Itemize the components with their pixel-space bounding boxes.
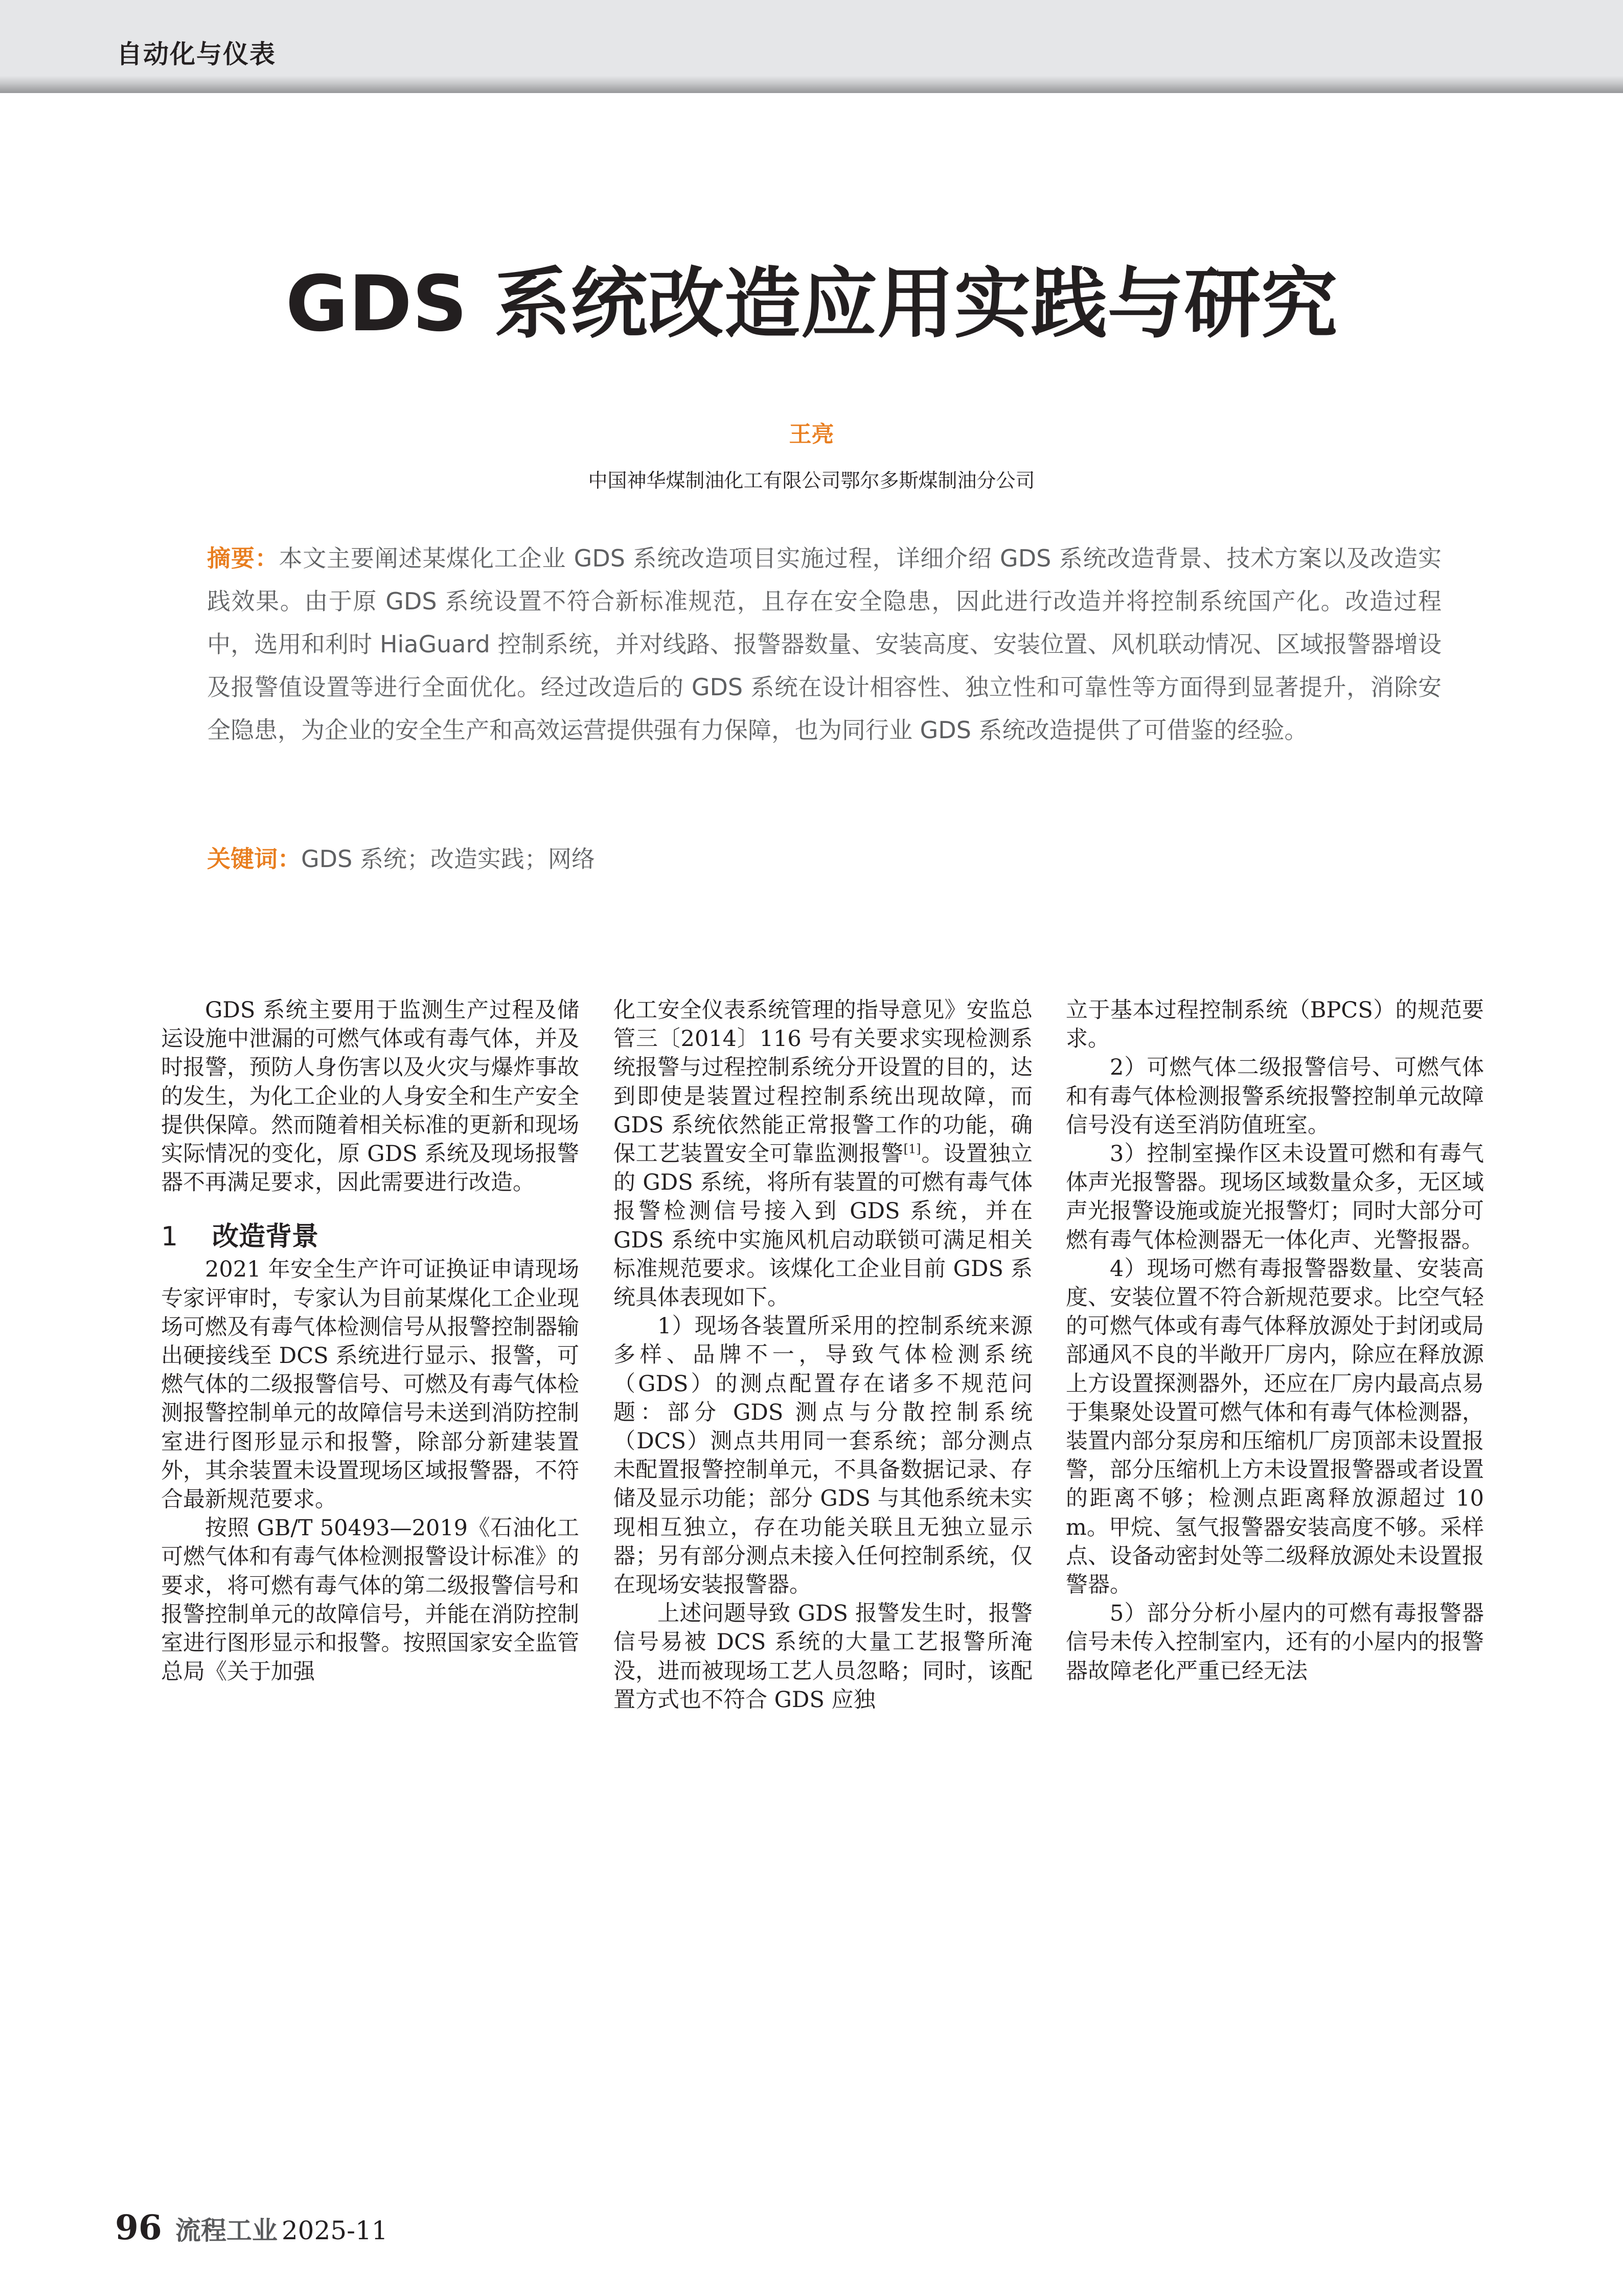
background-paragraph: 2021 年安全生产许可证换证申请现场专家评审时，专家认为目前某煤化工企业现场可燃及有毒气体检测信号从报警控制器输出硬接线至 DCS 系统进行显示、报警，可燃气体的二级报警信号、可燃及有毒气体检测报警控制单元的故障信号未送到消防控制室进行图形显示和报警，除部分新建装置外，其余装置未设置现场区域报警器，不符合最新规范要求。 [161,1257,579,1513]
problem-paragraph: 上述问题导致 GDS 报警发生时，报警信号易被 DCS 系统的大量工艺报警所淹没，进而被现场工艺人员忽略；同时，该配置方式也不符合 GDS 应独 [613,1601,1033,1713]
author-name: 王亮 [789,421,834,447]
section-label: 自动化与仪表 [117,39,276,69]
abstract-text: 本文主要阐述某煤化工企业 GDS 系统改造项目实施过程，详细介绍 GDS 系统改造背景、技术方案以及改造实践效果。由于原 GDS 系统设置不符合新标准规范，且存在安全隐患，因此进行改造并将控制系统国产化。改造过程中，选用和利时 HiaGuard 控制系统，并对线路、报警器数量、安装高度、安装位置、风机联动情况、区域报警器增设及报警值设置等进行全面优化。经过改造后的 GDS 系统在设计相容性、独立性和可靠性等方面得到显著提升，消除安全隐患，为企业的安全生产和高效运营提供强有力保障，也为同行业 GDS 系统改造提供了可借鉴的经验。 [207,544,1442,744]
keywords-label: 关键词： [207,845,301,873]
body-column-3 [1066,996,1484,1686]
list-item-1: 1）现场各装置所采用的控制系统来源多样、品牌不一，导致气体检测系统（GDS）的测点配置存在诸多不规范问题：部分 GDS 测点与分散控制系统（DCS）测点共用同一套系统；部分测点未配置报警控制单元，不具备数据记录、存储及显示功能；部分 GDS 与其他系统未实现相互独立，存在功能关联且无独立显示器；另有部分测点未接入任何控制系统，仅在现场安装报警器。 [613,1313,1033,1598]
journal-issue: 2025-11 [281,2216,388,2245]
body-column-1 [161,996,579,1686]
keywords [207,844,595,874]
standard-paragraph-continued [613,996,1033,1312]
standard-paragraph-text-a: 化工安全仪表系统管理的指导意见》安监总管三〔2014〕116 号有关要求实现检测系统报警与过程控制系统分开设置的目的，达到即使是装置过程控制系统出现故障，而 GDS 系统依然能正常报警工作的功能，确保工艺装置安全可靠监测报警 [613,997,1033,1167]
standard-paragraph-text-b: 。设置独立的 GDS 系统，将所有装置的可燃有毒气体报警检测信号接入到 GDS 系统，并在 GDS 系统中实施风机启动联锁可满足相关标准规范要求。该煤化工企业目前 GDS 系统具体表现如下。 [613,1141,1033,1311]
list-item-3: 3）控制室操作区未设置可燃和有毒气体声光报警器。现场区域数量众多，无区域声光报警设施或旋光报警灯；同时大部分可燃有毒气体检测器无一体化声、光警报器。 [1066,1141,1484,1253]
list-item-4: 4）现场可燃有毒报警器数量、安装高度、安装位置不符合新规范要求。比空气轻的可燃气体或有毒气体释放源处于封闭或局部通风不良的半敞开厂房内，除应在释放源上方设置探测器外，还应在厂房内最高点易于集聚处设置可燃气体和有毒气体检测器，装置内部分泵房和压缩机厂房顶部未设置报警，部分压缩机上方未设置报警器或者设置的距离不够；检测点距离释放源超过 10 m。甲烷、氢气报警器安装高度不够。采样点、设备动密封处等二级释放源处未设置报警器。 [1066,1256,1484,1598]
list-item-2: 2）可燃气体二级报警信号、可燃气体和有毒气体检测报警系统报警控制单元故障信号没有送至消防值班室。 [1066,1055,1484,1138]
standard-paragraph: 按照 GB/T 50493—2019《石油化工可燃气体和有毒气体检测报警设计标准》的要求，将可燃有毒气体的第二级报警信号和报警控制单元的故障信号，并能在消防控制室进行图形显示和报警。按照国家安全监管总局《关于加强 [161,1515,579,1685]
list-item-5: 5）部分分析小屋内的可燃有毒报警器信号未传入控制室内，还有的小屋内的报警器故障老化严重已经无法 [1066,1601,1484,1684]
journal-name: 流程工业 [175,2215,278,2245]
section-number: 1 [161,1221,178,1253]
section-heading-1 [161,1221,579,1252]
section-title: 改造背景 [212,1221,319,1253]
reference-citation[interactable]: [1] [903,1142,921,1156]
page-footer [115,2208,388,2247]
keywords-text: GDS 系统；改造实践；网络 [301,845,595,873]
body-column-2 [613,996,1033,1714]
abstract-label: 摘要： [207,544,279,572]
article-title: GDS 系统改造应用实践与研究 [285,260,1338,349]
intro-paragraph: GDS 系统主要用于监测生产过程及储运设施中泄漏的可燃气体或有毒气体，并及时报警，预防人身伤害以及火灾与爆炸事故的发生，为化工企业的人身安全和生产安全提供保障。然而随着相关标准的更新和现场实际情况的变化，原 GDS 系统及现场报警器不再满足要求，因此需要进行改造。 [161,997,579,1196]
author-affiliation: 中国神华煤制油化工有限公司鄂尔多斯煤制油分公司 [588,469,1035,492]
page-number: 96 [115,2208,162,2247]
abstract [207,537,1442,752]
problem-paragraph-continued: 立于基本过程控制系统（BPCS）的规范要求。 [1066,997,1484,1052]
